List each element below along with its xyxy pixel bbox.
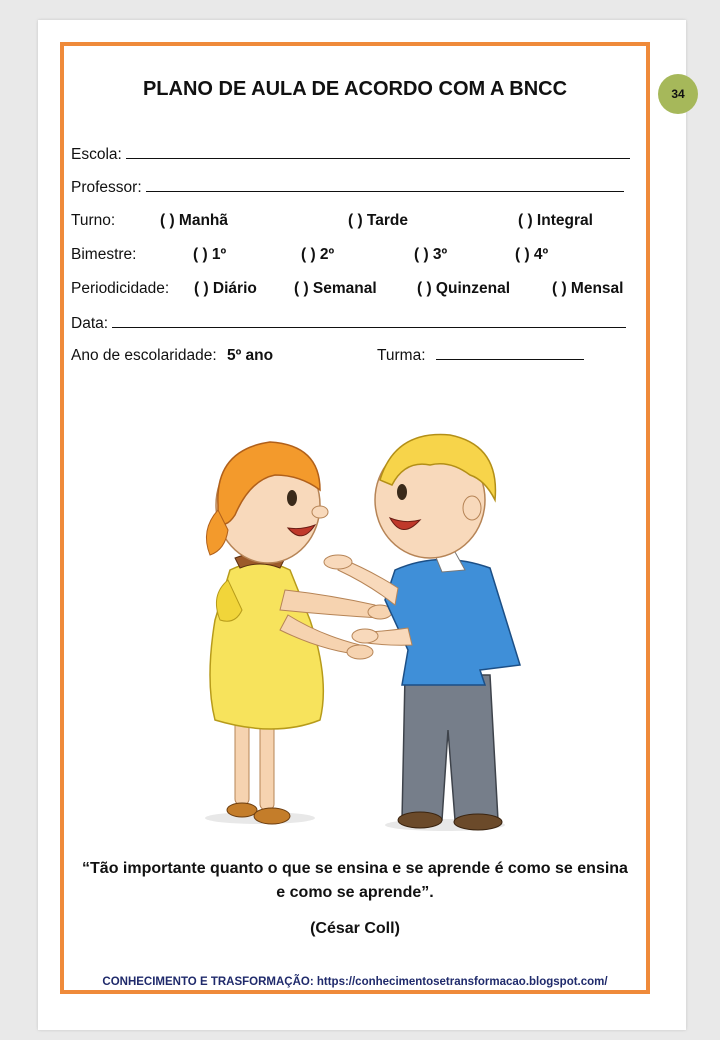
escola-blank-line	[126, 157, 630, 159]
quote-line-2: e como se aprende”.	[276, 884, 434, 901]
turno-option-integral: ( ) Integral	[518, 212, 593, 229]
data-label: Data:	[71, 315, 109, 332]
data-blank-line	[112, 326, 626, 328]
bimestre-label: Bimestre:	[71, 246, 137, 263]
periodicidade-label: Periodicidade:	[71, 280, 170, 297]
data-field	[71, 315, 626, 333]
ano-field	[71, 347, 273, 365]
bimestre-option-4: ( ) 4º	[515, 246, 549, 263]
turno-option-tarde: ( ) Tarde	[348, 212, 408, 229]
professor-label: Professor:	[71, 179, 142, 196]
ano-label: Ano de escolaridade:	[71, 347, 217, 364]
quote-author: (César Coll)	[310, 920, 400, 937]
periodicidade-option-mensal: ( ) Mensal	[552, 280, 624, 297]
footer-source: CONHECIMENTO E TRASFORMAÇÃO: https://conhecimentosetransformacao.blogspot.com/	[102, 976, 608, 988]
page-title: PLANO DE AULA DE ACORDO COM A BNCC	[142, 78, 568, 100]
professor-blank-line	[146, 190, 624, 192]
escola-field	[71, 146, 630, 164]
bimestre-option-1: ( ) 1º	[193, 246, 227, 263]
bimestre-option-2: ( ) 2º	[301, 246, 335, 263]
periodicidade-option-quinzenal: ( ) Quinzenal	[417, 280, 510, 297]
escola-label: Escola:	[71, 146, 122, 163]
bimestre-option-3: ( ) 3º	[414, 246, 448, 263]
children-illustration	[180, 420, 540, 840]
turma-blank-line	[436, 358, 584, 360]
professor-field	[71, 179, 624, 197]
turma-label: Turma:	[377, 347, 426, 364]
periodicidade-option-semanal: ( ) Semanal	[294, 280, 377, 297]
ano-value: 5º ano	[226, 347, 274, 364]
page-number-badge: 34	[658, 74, 698, 114]
periodicidade-option-diario: ( ) Diário	[194, 280, 257, 297]
boy-figure	[324, 435, 520, 831]
quote-line-1: “Tão importante quanto o que se ensina e se aprende é como se ensina	[82, 860, 628, 877]
turno-option-manha: ( ) Manhã	[160, 212, 229, 229]
turno-label: Turno:	[71, 212, 116, 229]
turma-field	[377, 347, 584, 365]
